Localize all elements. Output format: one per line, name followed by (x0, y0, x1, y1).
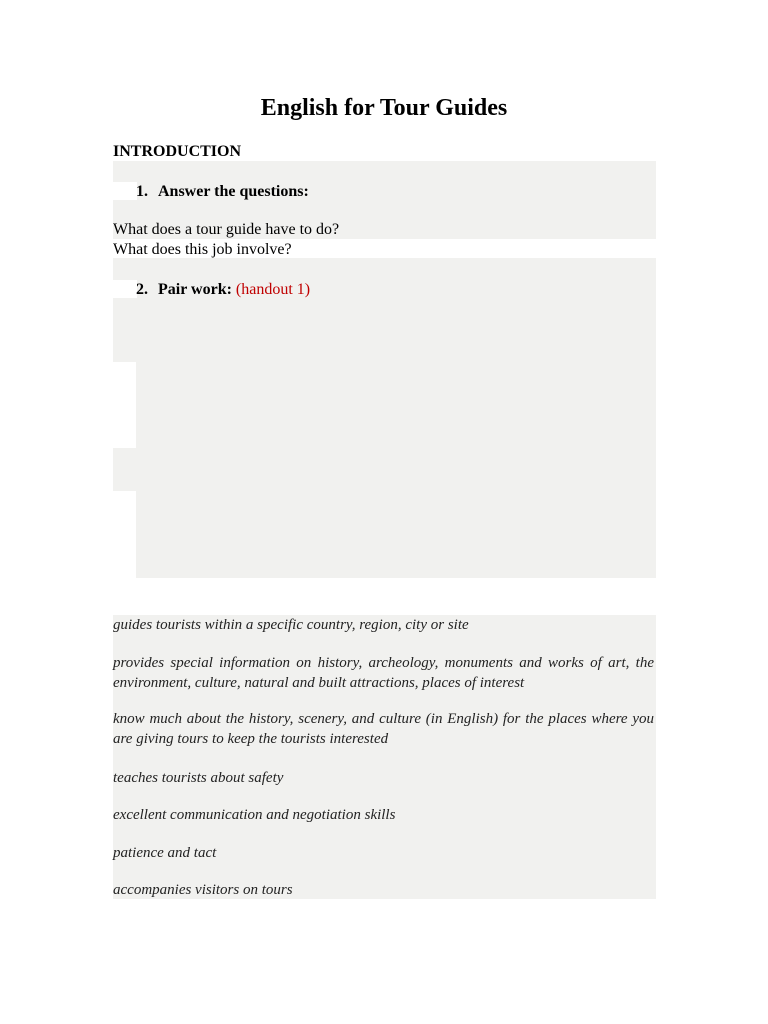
answer-item: accompanies visitors on tours (113, 882, 293, 898)
answer-item: teaches tourists about safety (113, 770, 284, 786)
shaded-block-handout-b (113, 448, 656, 491)
question2-number: 2. (136, 281, 148, 298)
shaded-block-question2-gap (113, 280, 137, 298)
answer-item: excellent communication and negotiation skills (113, 807, 396, 823)
answer-item: provides special information on history, archeology, monuments and works of art, the environment, culture, natural and built attractions, places of interest (113, 655, 654, 691)
question2-label: Pair work: (158, 281, 232, 298)
handout-note: (handout 1) (235, 281, 311, 298)
shaded-block-handout-c (136, 491, 656, 578)
shaded-block-question1-gap (113, 182, 137, 200)
answer-item: guides tourists within a specific country, region, city or site (113, 617, 469, 633)
shaded-block-question2 (113, 258, 656, 362)
section-heading: INTRODUCTION (113, 143, 242, 160)
question2-text (158, 280, 310, 300)
question-line-1: What does a tour guide have to do? (113, 221, 340, 238)
question-line-2: What does this job involve? (113, 241, 292, 258)
answer-item: know much about the history, scenery, and culture (in English) for the places where you are giving tours to keep the tourists interested (113, 711, 654, 747)
question1-label: Answer the questions: (158, 183, 309, 200)
page-title: English for Tour Guides (260, 95, 508, 121)
shaded-block-handout-a (136, 362, 656, 448)
answer-item: patience and tact (113, 845, 217, 861)
question1-number: 1. (136, 183, 148, 200)
